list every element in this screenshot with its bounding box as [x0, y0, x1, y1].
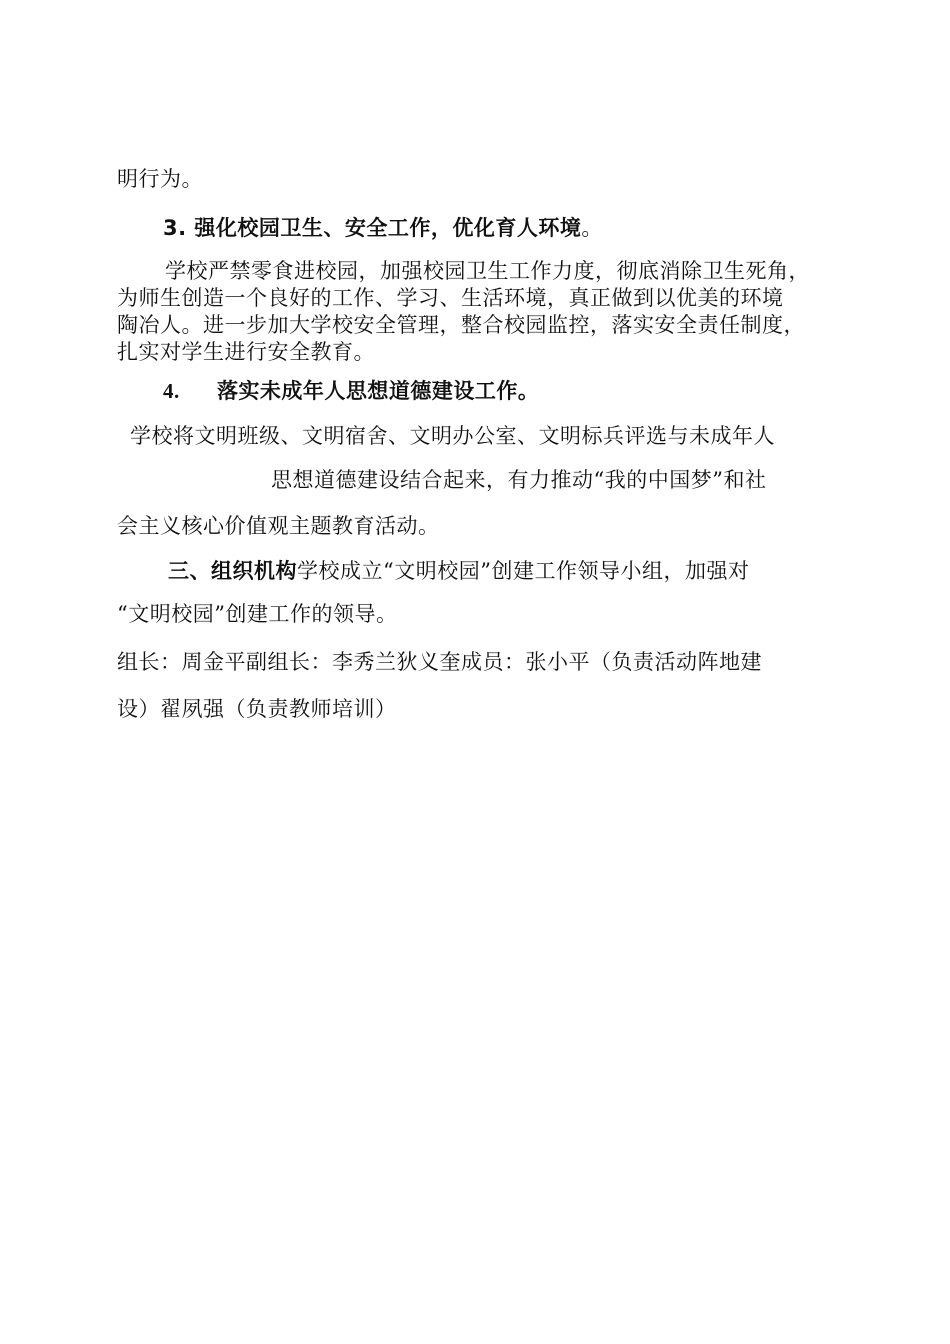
section3-line-1-text: 学校成立“文明校园”创建工作领导小组，加强对 [297, 559, 750, 583]
item3-heading-tail: 。 [581, 216, 603, 240]
item3-heading-row [163, 215, 603, 241]
members-line-2: 设）翟夙强（负责教师培训） [117, 697, 397, 721]
item3-heading: 3. 强化校园卫生、安全工作，优化育人环境 [163, 216, 582, 240]
item3-paragraph-line-2: 为师生创造一个良好的工作、学习、生活环境，真正做到以优美的环境 [117, 286, 784, 310]
item4-paragraph-line-1: 学校将文明班级、文明宿舍、文明办公室、文明标兵评选与未成年人 [130, 424, 775, 448]
item4-number: 4. [163, 379, 180, 403]
continuation-text: 明行为。 [117, 167, 203, 191]
section3-line-2: “文明校园”创建工作的领导。 [117, 602, 398, 626]
section3-line-1 [168, 558, 749, 584]
section3-heading: 三、组织机构 [168, 559, 297, 583]
item4-paragraph-line-2: 思想道德建设结合起来，有力推动“我的中国梦”和社 [271, 468, 767, 492]
item4-paragraph-line-3: 会主义核心价值观主题教育活动。 [117, 514, 440, 538]
members-line-1: 组长：周金平副组长：李秀兰狄义奎成员：张小平（负责活动阵地建 [117, 650, 762, 674]
item4-heading: 落实未成年人思想道德建设工作。 [216, 379, 540, 403]
item3-paragraph-line-1: 学校严禁零食进校园，加强校园卫生工作力度，彻底消除卫生死角， [165, 259, 810, 283]
item4-heading-row [163, 378, 539, 404]
item3-paragraph-line-4: 扎实对学生进行安全教育。 [117, 340, 375, 364]
item3-paragraph-line-3: 陶冶人。进一步加大学校安全管理，整合校园监控，落实安全责任制度， [117, 313, 805, 337]
